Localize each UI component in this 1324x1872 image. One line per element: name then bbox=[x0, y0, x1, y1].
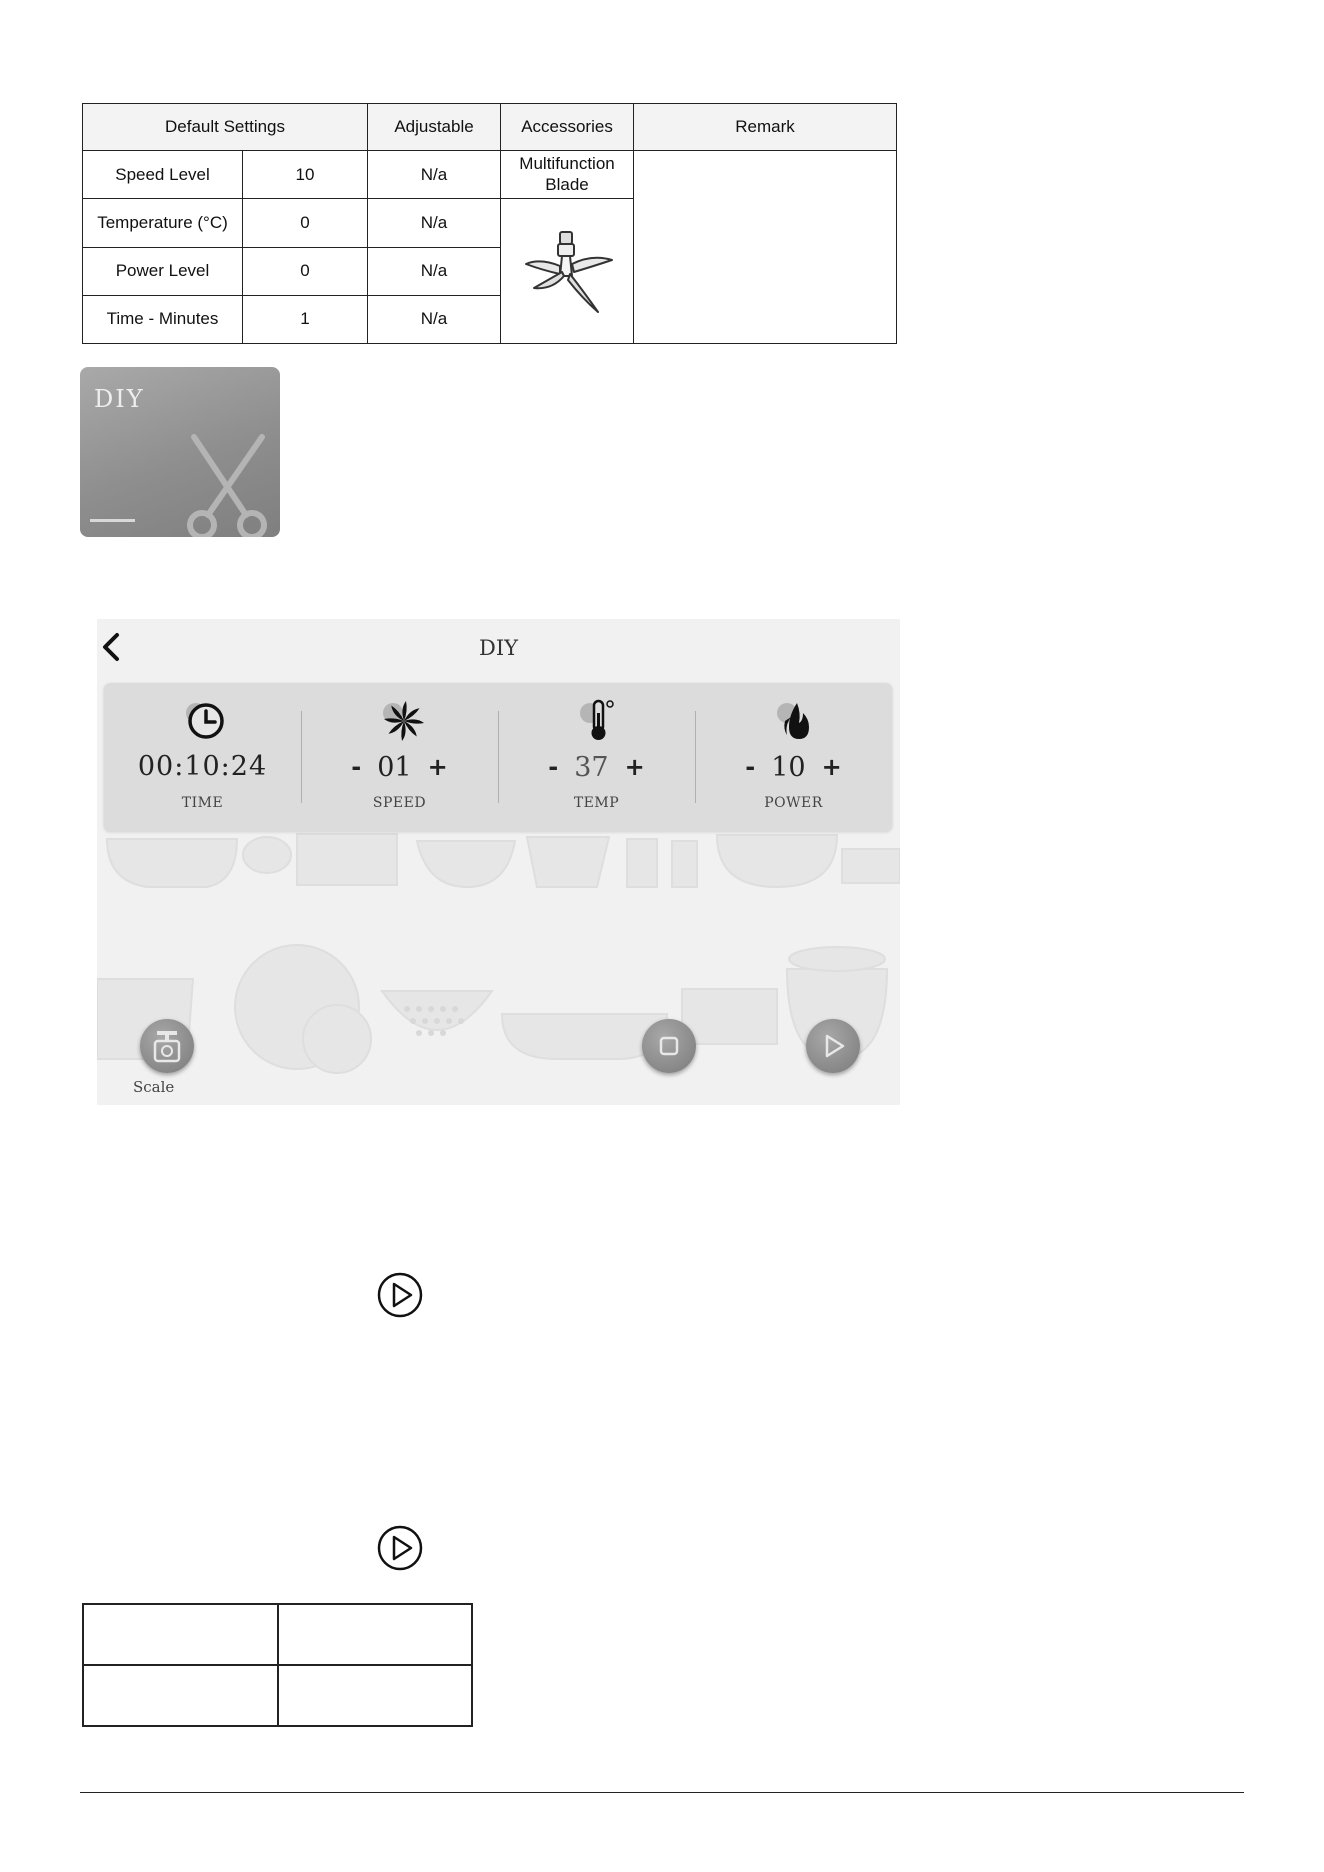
flame-icon bbox=[769, 699, 819, 743]
setting-value: 10 bbox=[243, 151, 368, 199]
tile-progress-bar bbox=[90, 519, 135, 522]
scale-label: Scale bbox=[133, 1078, 175, 1096]
play-icon bbox=[376, 1524, 424, 1572]
power-stepper bbox=[695, 749, 892, 785]
speed-value: 01 bbox=[377, 751, 412, 783]
remark-cell bbox=[634, 151, 897, 344]
temp-minus-button[interactable]: - bbox=[548, 753, 559, 781]
speed-stepper bbox=[301, 749, 498, 785]
setting-value: 0 bbox=[243, 199, 368, 247]
diy-tile-label: DIY bbox=[94, 385, 145, 413]
empty-table bbox=[82, 1603, 473, 1727]
play-icon bbox=[806, 1019, 860, 1073]
stop-button[interactable] bbox=[642, 1019, 696, 1073]
table-row bbox=[83, 151, 897, 199]
temp-plus-button[interactable]: + bbox=[624, 753, 645, 781]
blade-image-cell bbox=[501, 199, 634, 344]
speed-minus-button[interactable]: - bbox=[351, 753, 362, 781]
clock-icon bbox=[178, 699, 228, 743]
setting-name: Time - Minutes bbox=[83, 295, 243, 343]
table-cell bbox=[278, 1665, 473, 1726]
scale-button[interactable] bbox=[140, 1019, 194, 1073]
setting-adjustable: N/a bbox=[368, 199, 501, 247]
power-minus-button[interactable]: - bbox=[745, 753, 756, 781]
screen-title: DIY bbox=[479, 636, 518, 660]
blade-icon bbox=[512, 216, 622, 326]
setting-name: Power Level bbox=[83, 247, 243, 295]
setting-value: 1 bbox=[243, 295, 368, 343]
table-row bbox=[83, 1665, 472, 1726]
play-icon bbox=[376, 1271, 424, 1319]
control-panel bbox=[104, 683, 892, 831]
power-plus-button[interactable]: + bbox=[821, 753, 842, 781]
time-value: 00:10:24 bbox=[137, 751, 268, 782]
start-button[interactable] bbox=[806, 1019, 860, 1073]
speed-plus-button[interactable]: + bbox=[427, 753, 448, 781]
power-label: POWER bbox=[764, 795, 823, 811]
fan-icon bbox=[375, 699, 425, 743]
temp-value: 37 bbox=[574, 751, 609, 783]
setting-value: 0 bbox=[243, 247, 368, 295]
scale-icon bbox=[140, 1019, 194, 1073]
header-adjustable: Adjustable bbox=[368, 104, 501, 151]
header-default-settings: Default Settings bbox=[83, 104, 368, 151]
time-label: TIME bbox=[181, 795, 224, 811]
table-row bbox=[83, 1604, 472, 1665]
header-remark: Remark bbox=[634, 104, 897, 151]
footer-divider bbox=[80, 1792, 1244, 1793]
speed-control bbox=[301, 683, 498, 831]
stop-icon bbox=[642, 1019, 696, 1073]
diy-screen bbox=[97, 619, 900, 1105]
time-control[interactable] bbox=[104, 683, 301, 831]
temp-control bbox=[498, 683, 695, 831]
table-header-row bbox=[83, 104, 897, 151]
setting-adjustable: N/a bbox=[368, 295, 501, 343]
setting-name: Speed Level bbox=[83, 151, 243, 199]
table-cell bbox=[278, 1604, 473, 1665]
diy-program-tile[interactable] bbox=[80, 367, 280, 537]
setting-name: Temperature (°C) bbox=[83, 199, 243, 247]
power-value: 10 bbox=[771, 751, 806, 783]
accessory-name: Multifunction Blade bbox=[501, 151, 634, 199]
default-settings-table bbox=[82, 103, 897, 344]
power-control bbox=[695, 683, 892, 831]
temp-stepper bbox=[498, 749, 695, 785]
header-accessories: Accessories bbox=[501, 104, 634, 151]
table-cell bbox=[83, 1604, 278, 1665]
speed-label: SPEED bbox=[372, 795, 427, 811]
table-cell bbox=[83, 1665, 278, 1726]
setting-adjustable: N/a bbox=[368, 151, 501, 199]
scissors-icon bbox=[174, 427, 274, 537]
thermometer-icon bbox=[572, 699, 622, 743]
setting-adjustable: N/a bbox=[368, 247, 501, 295]
temp-label: TEMP bbox=[573, 795, 620, 811]
